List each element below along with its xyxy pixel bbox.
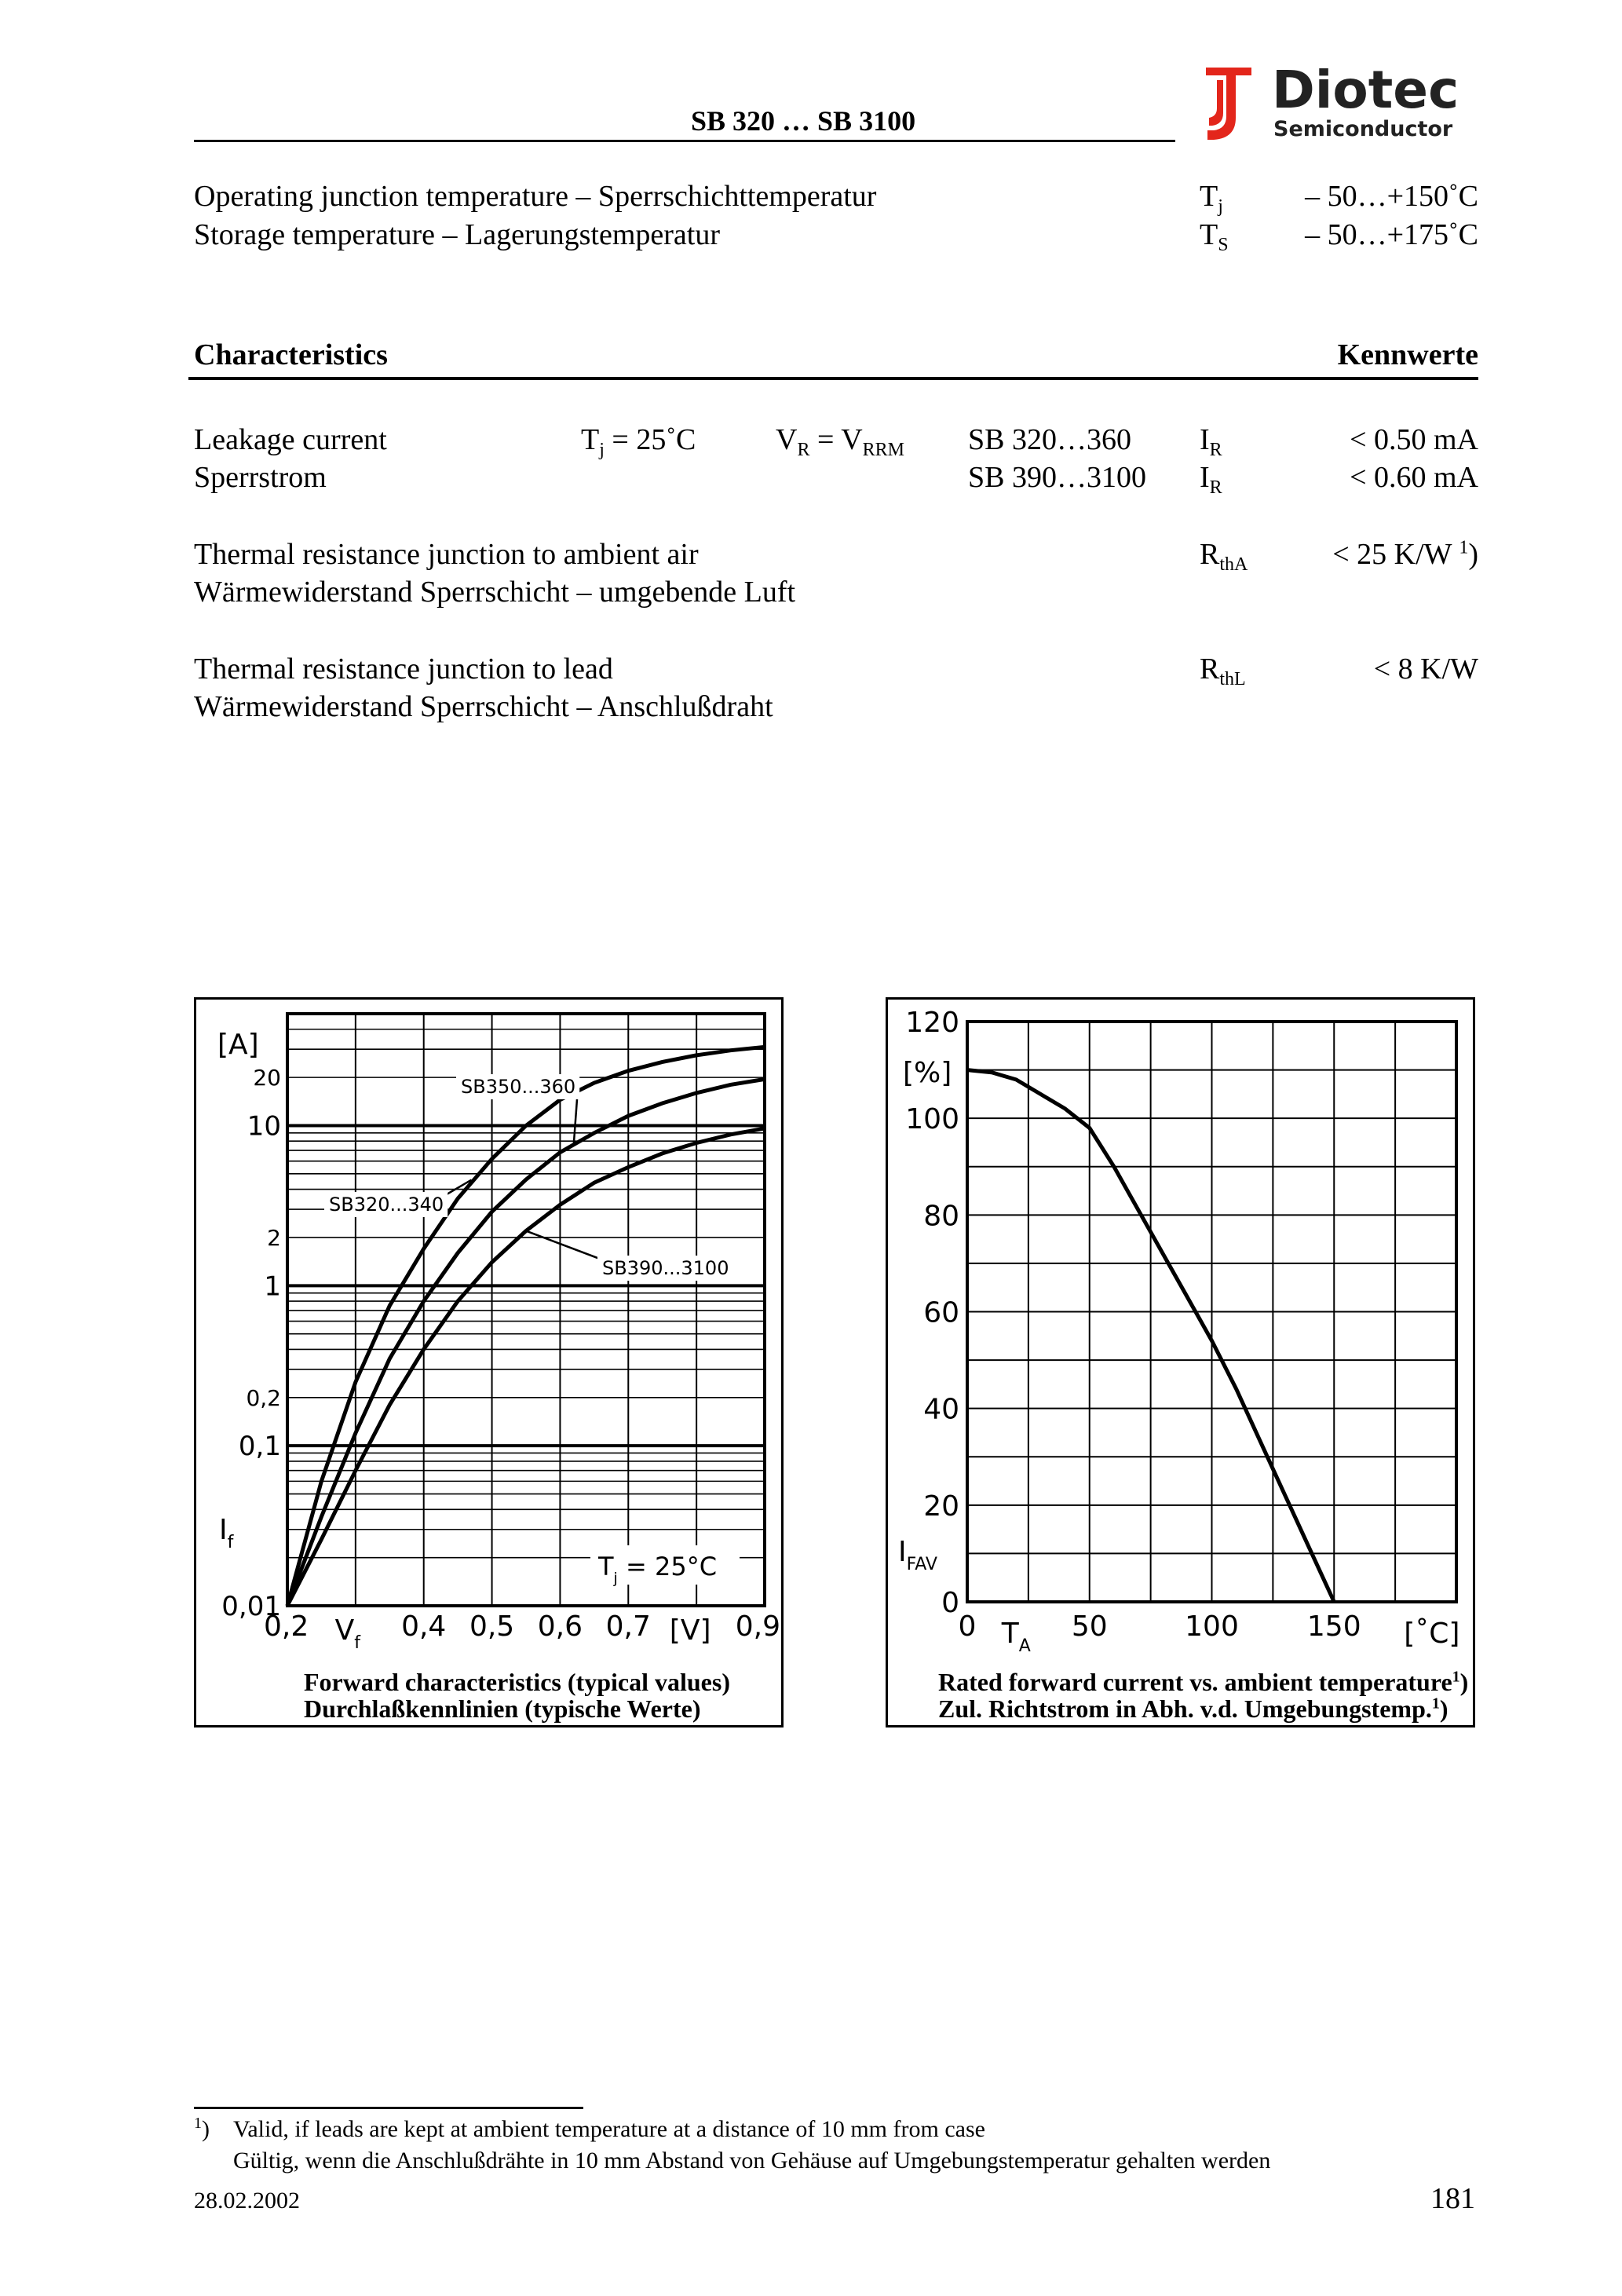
x-tick-label: 0,9 [735,1610,780,1643]
brand-name: Diotec [1272,60,1459,120]
leader-line [574,1099,577,1144]
x-tick-label: 50 [1071,1610,1108,1643]
series-label: SB350...360 [461,1076,576,1098]
limit-value-ts: – 50…+175˚C [1305,218,1478,251]
series-label: SB320...340 [329,1194,444,1216]
y-tick-label: 0,1 [238,1431,281,1463]
leakage-value-2: < 0.60 mA [1350,461,1478,494]
derating-chart-caption-en: Rated forward current vs. ambient temperature$^1$) [938,1668,1469,1696]
y-axis-label: $I_{FAV}$ [898,1536,937,1574]
forward-chart-caption-de: Durchlaßkennlinien (typische Werte) [304,1695,701,1723]
rtha-label-en: Thermal resistance junction to ambient air [194,538,699,571]
x-tick-label: 0,5 [469,1610,515,1643]
derating-chart-caption-de: Zul. Richtstrom in Abh. v.d. Umgebungstemp.$^1$) [938,1695,1448,1723]
y-tick-label: 60 [923,1296,959,1329]
limit-label-ts: Storage temperature – Lagerungstemperatur [194,218,720,251]
x-tick-label: 0 [958,1610,977,1643]
section-title-en: Characteristics [194,338,388,371]
header-rule [194,140,1175,142]
derating-chart-labels [898,1007,1459,1656]
y-tick-label: 20 [253,1065,281,1091]
limit-symbol-tj: $T_j$ [1200,180,1223,217]
x-tick-label: 0,6 [537,1610,583,1643]
leakage-condition-voltage: $V_R = V_{RRM}$ [776,423,905,460]
y-unit-label: [%] [903,1057,952,1089]
x-axis-label: $T_A$ [1001,1618,1031,1656]
y-tick-label: 0 [941,1587,959,1619]
leakage-label-de: Sperrstrom [194,461,327,494]
leakage-value-1: < 0.50 mA [1350,423,1478,456]
y-tick-label: 0,01 [221,1591,281,1622]
y-tick-label: 10 [247,1110,281,1143]
y-tick-label: 120 [905,1007,959,1039]
forward-chart-curves [287,1047,765,1606]
leakage-type-1: SB 320…360 [968,423,1131,456]
x-tick-label: 100 [1185,1610,1239,1643]
rthl-value: < 8 K/W [1373,653,1478,686]
y-tick-label: 40 [923,1393,959,1426]
series-line-1 [287,1079,765,1606]
forward-chart-grid [287,1014,765,1606]
page-number: 181 [1430,2182,1475,2215]
section-title-de: Kennwerte [1337,338,1478,371]
diotec-logo [1200,60,1482,149]
rthl-label-en: Thermal resistance junction to lead [194,653,613,686]
annotation-tj: $T_j = 25^\circ C$ [598,1552,718,1587]
footnote-text-en: Valid, if leads are kept at ambient temperature at a distance of 10 mm from case [233,2116,985,2142]
series-label: SB390...3100 [602,1257,729,1279]
footnote-text-de: Gültig, wenn die Anschlußdrähte in 10 mm Abstand von Gehäuse auf Umgebungstemperatur gehalten werden [233,2148,1271,2174]
brand-tagline: Semiconductor [1273,117,1453,141]
rthl-symbol: $R_{thL}$ [1200,653,1246,689]
document-title: SB 320 … SB 3100 [691,105,916,137]
series-line-0 [287,1047,765,1606]
y-tick-label: 2 [267,1224,281,1251]
leader-line [526,1231,604,1260]
limit-value-tj: – 50…+150˚C [1305,180,1478,213]
leakage-symbol-2: $I_R$ [1200,461,1222,498]
derating-chart [886,997,1475,1665]
y-tick-label: 100 [905,1103,959,1136]
y-tick-label: 80 [923,1200,959,1233]
forward-chart-caption-en: Forward characteristics (typical values) [304,1668,730,1696]
x-tick-label: 0,7 [605,1610,651,1643]
limit-symbol-ts: $T_S$ [1200,218,1229,255]
x-unit-label: [V] [669,1614,711,1647]
rtha-symbol: $R_{thA}$ [1200,538,1248,575]
footer-date: 28.02.2002 [194,2188,300,2214]
leakage-label-en: Leakage current [194,423,387,456]
rtha-value: < 25 K/W $^1$) [1332,537,1478,571]
footnote-rule [194,2107,583,2109]
leakage-symbol-1: $I_R$ [1200,423,1222,460]
diotec-logo-mark-icon [1200,63,1264,146]
x-tick-label: 150 [1306,1610,1361,1643]
section-rule [188,377,1478,380]
y-tick-label: 1 [264,1270,281,1303]
plot-border [287,1014,765,1606]
y-unit-label: [A] [217,1029,259,1061]
y-tick-label: 20 [923,1490,959,1523]
leakage-condition-temp: $T_j$ = 25˚C [581,423,696,460]
x-axis-label: $V_f$ [334,1614,361,1653]
footnote-mark: $^1$) [194,2115,210,2142]
y-axis-label: $I_f$ [219,1514,234,1552]
x-tick-label: 0,2 [264,1610,309,1643]
leakage-type-2: SB 390…3100 [968,461,1146,494]
derating-chart-grid [967,1022,1456,1602]
forward-characteristics-chart [194,997,784,1653]
y-tick-label: 0,2 [246,1384,281,1411]
x-unit-label: [˚C] [1404,1618,1460,1650]
x-tick-label: 0,4 [401,1610,447,1643]
rthl-label-de: Wärmewiderstand Sperrschicht – Anschlußdraht [194,690,773,723]
limit-label-tj: Operating junction temperature – Sperrschichttemperatur [194,180,877,213]
rtha-label-de: Wärmewiderstand Sperrschicht – umgebende Luft [194,576,796,609]
